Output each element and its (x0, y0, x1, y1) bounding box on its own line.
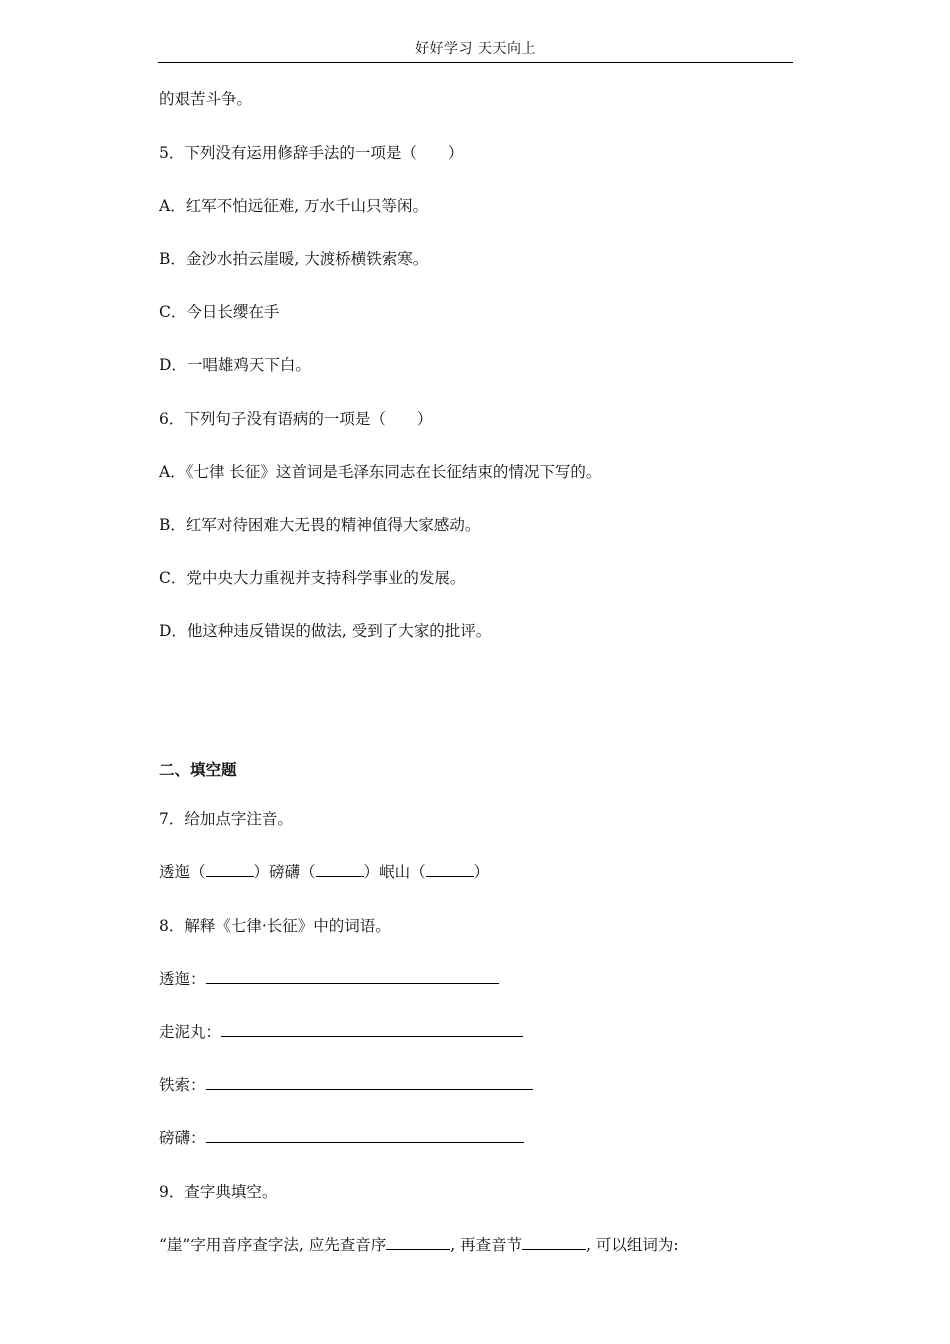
question-5-option-c: C．今日长缨在手 (159, 303, 280, 321)
q8-term-3: 铁索： (159, 1076, 206, 1094)
question-5-option-b: B．金沙水拍云崖暖, 大渡桥横铁索寒。 (159, 250, 429, 268)
q7-blank-2[interactable] (316, 862, 364, 877)
question-7-stem: 7．给加点字注音。 (159, 810, 293, 828)
question-6-option-d: D．他这种违反错误的做法, 受到了大家的批评。 (159, 622, 492, 640)
question-5-stem: 5．下列没有运用修辞手法的一项是（ ） (159, 144, 464, 162)
q7-blank-1[interactable] (206, 862, 254, 877)
question-6-option-b: B．红军对待困难大无畏的精神值得大家感动。 (159, 516, 481, 534)
q7-word-3: 岷山（ (379, 863, 426, 881)
question-6-option-a: A．《七律 长征》这首词是毛泽东同志在长征结束的情况下写的。 (159, 463, 602, 481)
q7-word-1: 透迤（ (159, 863, 206, 881)
question-5-option-d: D．一唱雄鸡天下白。 (159, 356, 311, 374)
question-8-stem: 8．解释《七律·长征》中的词语。 (159, 917, 391, 935)
q7-close-2: ） (363, 863, 380, 881)
q8-answer-2[interactable] (221, 1022, 523, 1037)
q8-term-row-3 (159, 1075, 533, 1095)
q9-text-c: , 可以组词为: (586, 1236, 679, 1254)
header-rule (158, 62, 793, 63)
q8-answer-3[interactable] (206, 1075, 533, 1090)
q7-close-1: ） (253, 863, 270, 881)
q8-term-row-1 (159, 969, 499, 989)
continuation-text: 的艰苦斗争。 (159, 90, 253, 108)
question-9-text (159, 1235, 679, 1255)
q8-answer-4[interactable] (206, 1128, 524, 1143)
question-5-option-a: A．红军不怕远征难, 万水千山只等闲。 (159, 197, 429, 215)
q8-term-row-4 (159, 1128, 524, 1148)
q9-text-b: , 再查音节 (450, 1236, 523, 1254)
q9-blank-2[interactable] (522, 1235, 586, 1250)
question-7-items (159, 862, 489, 882)
q9-text-a: “崖”字用音序查字法, 应先查音序 (159, 1236, 387, 1254)
q8-term-4: 磅礴： (159, 1129, 206, 1147)
q8-term-1: 透迤： (159, 970, 206, 988)
q9-blank-1[interactable] (386, 1235, 450, 1250)
q7-word-2: 磅礴（ (269, 863, 316, 881)
q8-term-row-2 (159, 1022, 523, 1042)
question-6-stem: 6．下列句子没有语病的一项是（ ） (159, 410, 433, 428)
q8-term-2: 走泥丸： (159, 1023, 222, 1041)
q8-answer-1[interactable] (206, 969, 499, 984)
question-6-option-c: C．党中央大力重视并支持科学事业的发展。 (159, 569, 466, 587)
page-header: 好好学习 天天向上 (415, 41, 536, 57)
section-2-title: 二、填空题 (159, 760, 237, 779)
q7-close-3: ） (473, 863, 490, 881)
question-9-stem: 9．查字典填空。 (159, 1183, 278, 1201)
q7-blank-3[interactable] (426, 862, 474, 877)
